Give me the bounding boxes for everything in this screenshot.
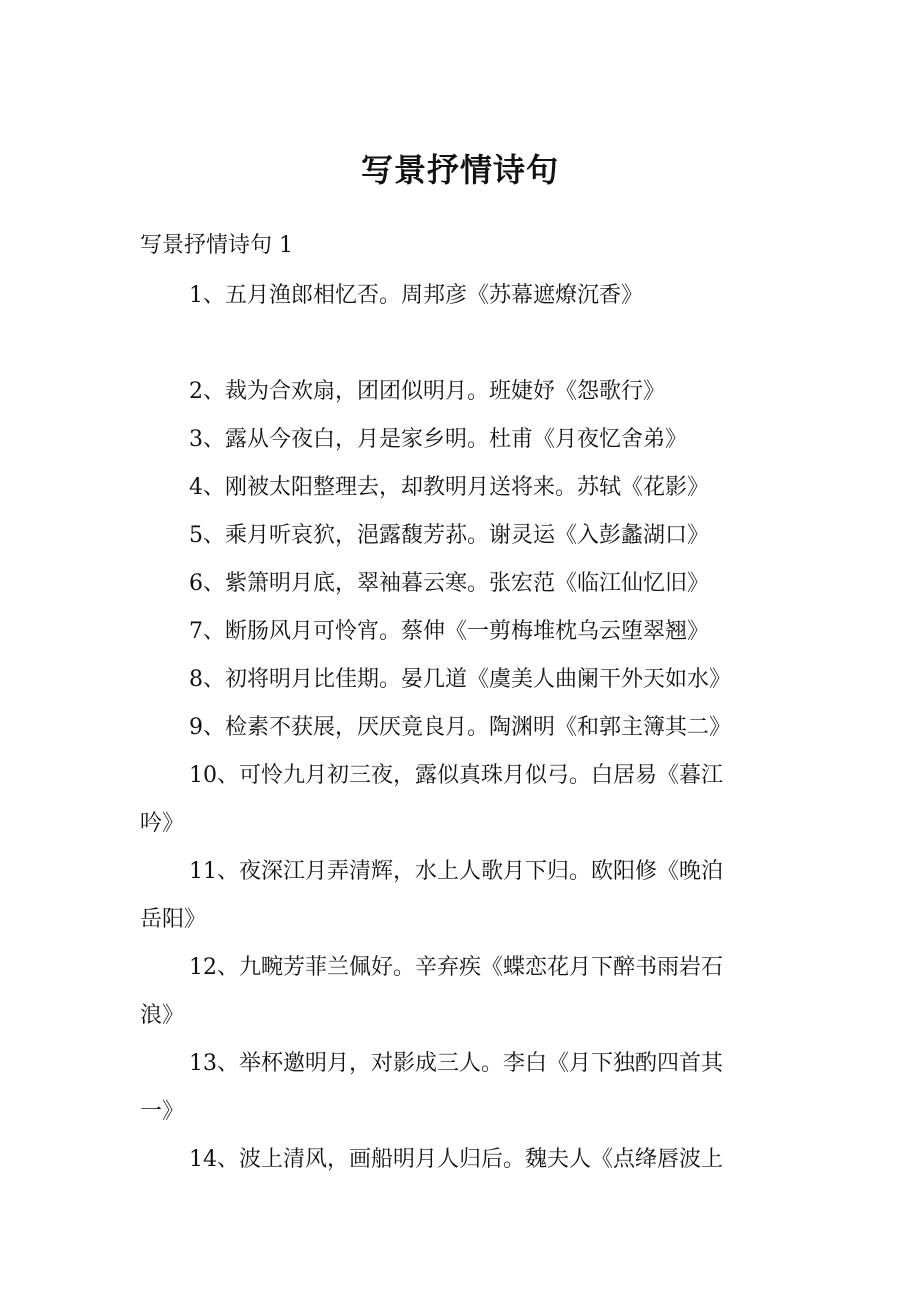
poem-item <box>140 610 800 658</box>
poem-item <box>140 658 800 706</box>
poem-line: 8、初将明月比佳期。晏几道《虞美人曲阑干外天如水》 <box>189 667 731 692</box>
poem-line: 5、乘月听哀狖，浥露馥芳荪。谢灵运《入彭蠡湖口》 <box>189 523 709 548</box>
poem-line: 14、波上清风，画船明月人归后。魏夫人《点绛唇波上 <box>189 1147 723 1172</box>
poem-item <box>140 850 800 946</box>
poem-item <box>140 706 800 754</box>
poem-item <box>140 370 800 418</box>
blank-line <box>140 322 800 370</box>
poem-line-continuation: 吟》 <box>140 811 185 836</box>
poem-item <box>140 1042 800 1138</box>
poem-line: 13、举杯邀明月，对影成三人。李白《月下独酌四首其 <box>189 1051 723 1076</box>
poem-line: 7、断肠风月可怜宵。蔡伸《一剪梅堆枕乌云堕翠翘》 <box>189 619 709 644</box>
poem-item <box>140 466 800 514</box>
poem-item <box>140 274 800 322</box>
poem-list <box>140 274 800 1186</box>
poem-item <box>140 754 800 850</box>
poem-item <box>140 1138 800 1186</box>
poem-line-continuation: 浪》 <box>140 1003 185 1028</box>
poem-line-continuation: 一》 <box>140 1099 185 1124</box>
poem-item <box>140 562 800 610</box>
poem-line-continuation: 岳阳》 <box>140 907 207 932</box>
poem-line: 3、露从今夜白，月是家乡明。杜甫《月夜忆舍弟》 <box>189 427 687 452</box>
section-heading: 写景抒情诗句 1 <box>140 233 293 258</box>
poem-item <box>140 418 800 466</box>
poem-line: 6、紫箫明月底，翠袖暮云寒。张宏范《临江仙忆旧》 <box>189 571 709 596</box>
poem-item <box>140 514 800 562</box>
poem-line: 9、检素不获展，厌厌竟良月。陶渊明《和郭主簿其二》 <box>189 715 731 740</box>
poem-line: 11、夜深江月弄清辉，水上人歌月下归。欧阳修《晚泊 <box>189 859 723 884</box>
poem-line: 2、裁为合欢扇，团团似明月。班婕妤《怨歌行》 <box>189 379 665 404</box>
poem-item <box>140 946 800 1042</box>
document-title: 写景抒情诗句 <box>360 151 559 189</box>
poem-line: 12、九畹芳菲兰佩好。辛弃疾《蝶恋花月下醉书雨岩石 <box>189 955 723 980</box>
poem-line: 1、五月渔郎相忆否。周邦彦《苏幕遮燎沉香》 <box>189 283 643 308</box>
poem-line: 10、可怜九月初三夜，露似真珠月似弓。白居易《暮江 <box>189 763 723 788</box>
poem-line: 4、刚被太阳整理去，却教明月送将来。苏轼《花影》 <box>189 475 709 500</box>
